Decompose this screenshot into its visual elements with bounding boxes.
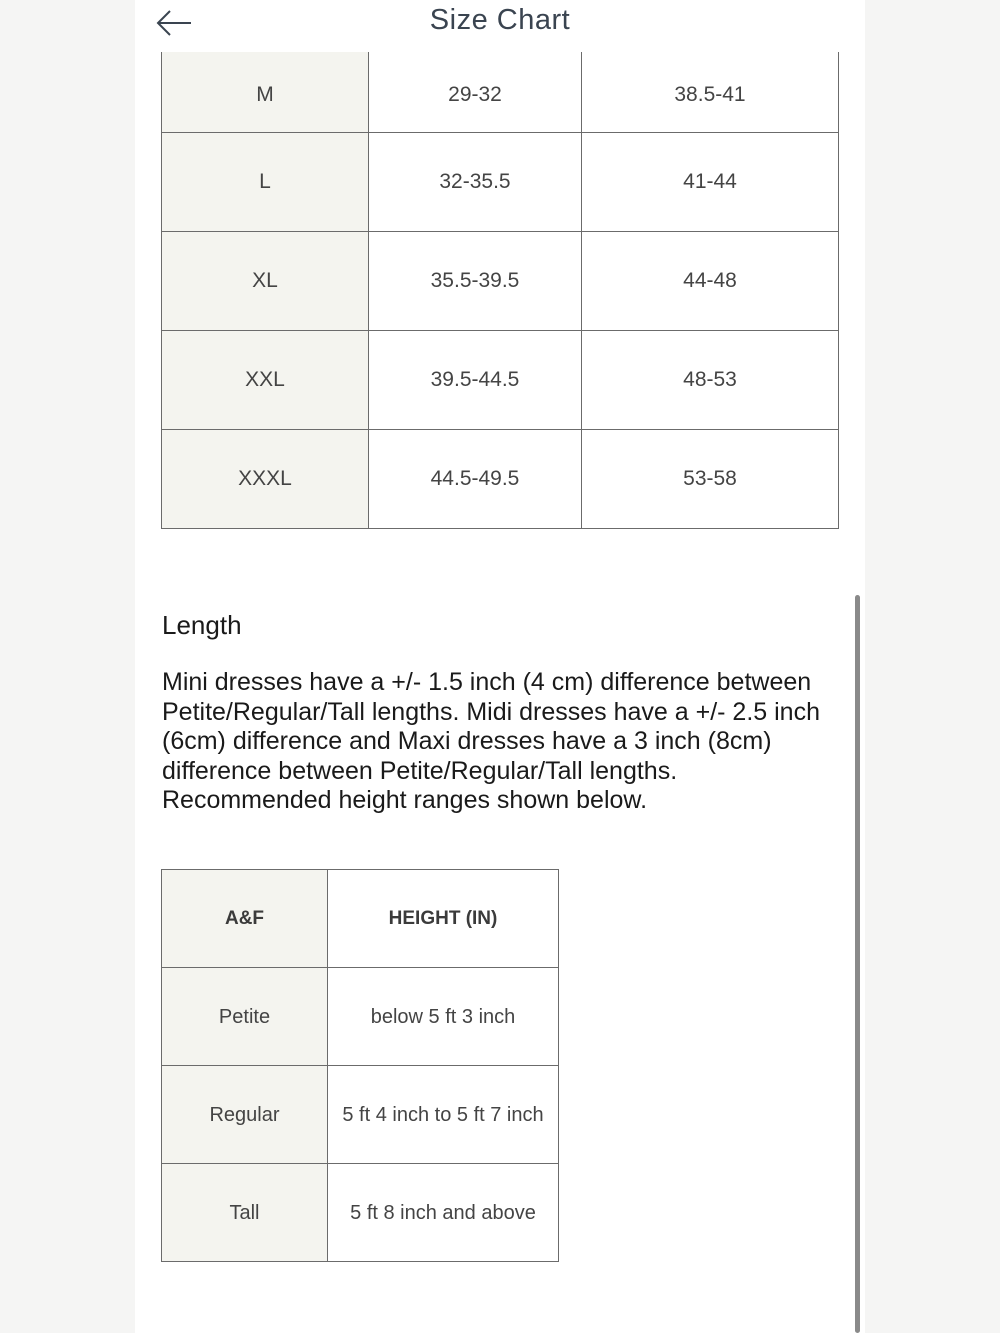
table-row — [162, 133, 839, 232]
length-label: Tall — [162, 1164, 328, 1262]
size-label: XL — [252, 269, 278, 292]
header-height: HEIGHT (IN) — [328, 870, 559, 968]
size-label: L — [259, 170, 271, 193]
table-header-row — [162, 870, 559, 968]
length-description: Mini dresses have a +/- 1.5 inch (4 cm) difference between Petite/Regular/Tall lengths. Midi dresses have a +/- 2.5 inch (6cm) difference and Maxi dresses have a 3 inch (8cm) difference between Petite/Regular/Tall lengths. Recommended height ranges shown below. — [162, 668, 820, 814]
table-row — [162, 232, 839, 331]
length-label: Regular — [162, 1066, 328, 1164]
table-row — [162, 1164, 559, 1262]
height-range: 5 ft 8 inch and above — [328, 1164, 559, 1262]
size-label: XXL — [245, 368, 285, 391]
measurement-in: 32-35.5 — [439, 170, 511, 193]
table-row — [162, 331, 839, 430]
measurement-in: 39.5-44.5 — [430, 368, 520, 391]
arrow-left-icon — [153, 2, 195, 44]
height-range: below 5 ft 3 inch — [328, 968, 559, 1066]
height-table — [161, 869, 559, 1262]
length-label: Petite — [162, 968, 328, 1066]
waist-size-table — [161, 34, 839, 529]
measurement-cm: 48-53 — [683, 368, 737, 391]
measurement-cm: 38.5-41 — [674, 83, 746, 106]
table-row — [162, 968, 559, 1066]
measurement-in: 44.5-49.5 — [430, 467, 520, 490]
size-label: XXXL — [238, 467, 292, 490]
measurement-cm: 41-44 — [683, 170, 737, 193]
header-af: A&F — [162, 870, 328, 968]
measurement-cm: 44-48 — [683, 269, 737, 292]
scrollbar[interactable] — [855, 595, 860, 1333]
measurement-in: 29-32 — [448, 83, 502, 106]
header-bar — [135, 0, 865, 52]
table-row — [162, 430, 839, 529]
length-heading: Length — [162, 610, 242, 640]
size-label: M — [256, 83, 274, 106]
measurement-cm: 53-58 — [683, 467, 737, 490]
height-range: 5 ft 4 inch to 5 ft 7 inch — [328, 1066, 559, 1164]
back-button[interactable] — [153, 2, 195, 44]
table-row — [162, 1066, 559, 1164]
size-chart-page — [135, 0, 865, 1333]
page-title: Size Chart — [429, 4, 571, 36]
measurement-in: 35.5-39.5 — [430, 269, 520, 292]
